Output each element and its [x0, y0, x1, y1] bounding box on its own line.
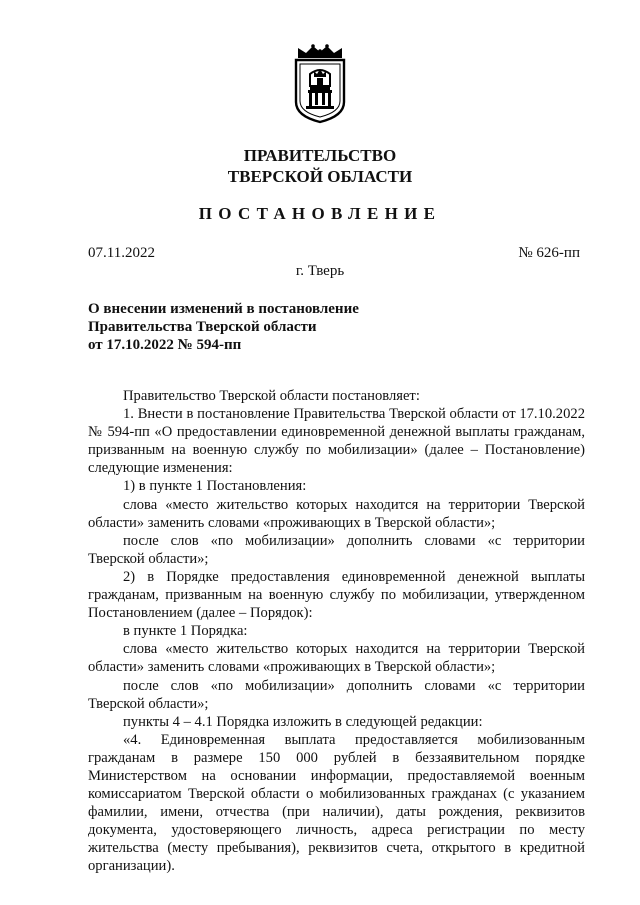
document-number: № 626-пп — [518, 245, 580, 261]
document-city: г. Тверь — [295, 263, 345, 279]
paragraph: 2) в Порядке предоставления единовременной денежной выплаты гражданам, призванным на военную службу по мобилизации, утвержденном Постановлением (далее – Порядок): — [88, 568, 585, 622]
government-title-line1: ПРАВИТЕЛЬСТВО — [243, 146, 397, 165]
subject-line: Правительства Тверской области — [88, 319, 317, 335]
subject-line: от 17.10.2022 № 594-пп — [88, 337, 242, 353]
document-subject — [88, 300, 359, 354]
government-title-line2: ТВЕРСКОЙ ОБЛАСТИ — [227, 167, 413, 186]
paragraph: слова «место жительство которых находится на территории Тверской области» заменить словами «проживающих в Тверской области»; — [88, 496, 585, 531]
paragraph: «4. Единовременная выплата предоставляется мобилизованным гражданам в размере 150 000 рублей в беззаявительном порядке Министерством на основании информации, предоставляемой военным комиссариатом Тверской области о мобилизованных гражданах (с указанием фамилии, имени, отчества (при наличии), даты рождения, реквизитов документа, удостоверяющего личность, адреса регистрации по месту жительства (месту пребывания), реквизитов счета, открытого в кредитной организации). — [88, 731, 585, 875]
subject-line: О внесении изменений в постановление — [88, 301, 359, 317]
coat-of-arms-icon — [288, 44, 352, 124]
paragraph: в пункте 1 Порядка: — [123, 623, 248, 640]
paragraph: после слов «по мобилизации» дополнить словами «с территории Тверской области»; — [88, 677, 585, 712]
document-body — [88, 387, 585, 876]
document-type: ПОСТАНОВЛЕНИЕ — [198, 204, 442, 223]
paragraph: после слов «по мобилизации» дополнить словами «с территории Тверской области»; — [88, 532, 585, 567]
document-date: 07.11.2022 — [88, 245, 155, 261]
paragraph: 1) в пункте 1 Постановления: — [123, 478, 307, 495]
paragraph: слова «место жительство которых находится на территории Тверской области» заменить словами «проживающих в Тверской области»; — [88, 641, 585, 676]
paragraph: 1. Внести в постановление Правительства Тверской области от 17.10.2022 № 594-пп «О предоставлении единовременной денежной выплаты гражданам, призванным на военную службу по мобилизации» (далее – Постановление) следующие изменения: — [88, 406, 585, 477]
paragraph: Правительство Тверской области постановляет: — [123, 388, 420, 404]
paragraph: пункты 4 – 4.1 Порядка изложить в следующей редакции: — [123, 713, 483, 730]
